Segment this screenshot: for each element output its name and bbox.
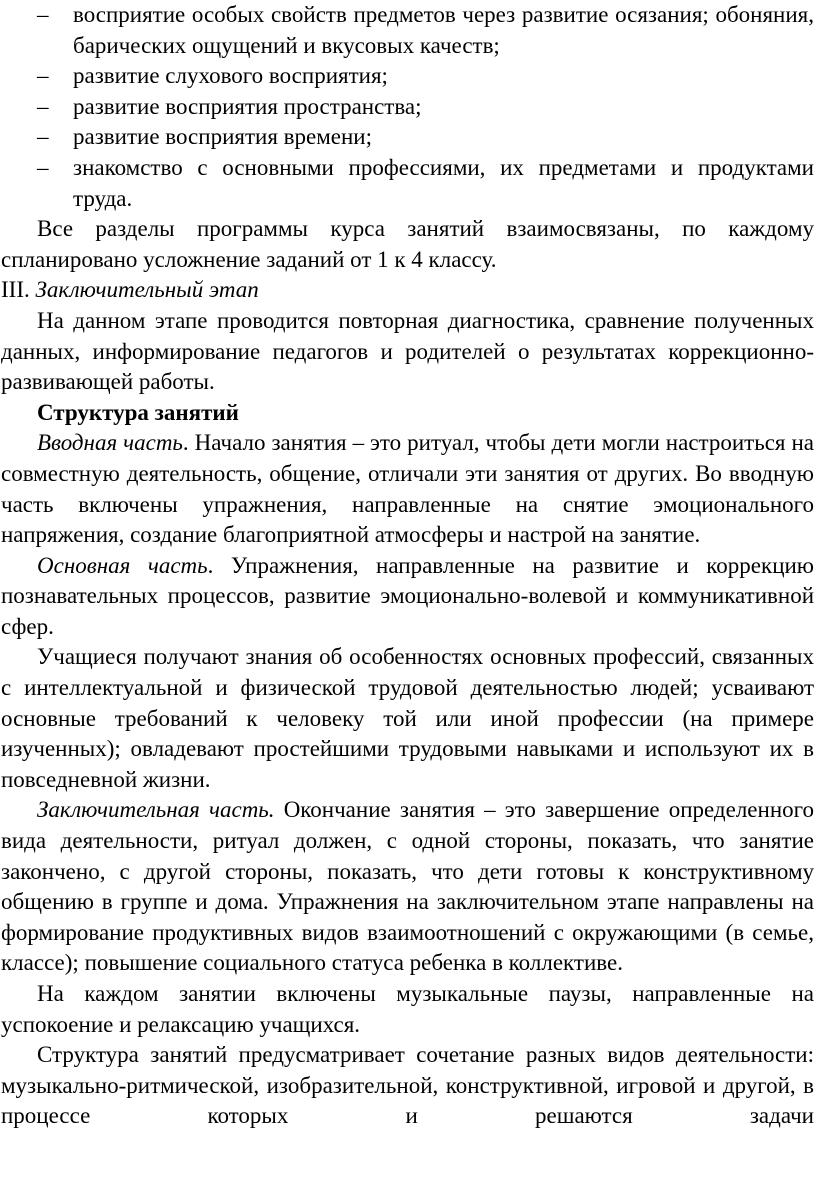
paragraph-music: На каждом занятии включены музыкальные паузы, направленные на успокоение и релаксацию учащихся. — [1, 981, 814, 1037]
dash-bullet: – — [37, 124, 49, 150]
intro-label: Вводная часть — [37, 430, 183, 456]
dash-bullet: – — [37, 2, 49, 27]
intro-text: . Начало занятия – это ритуал, чтобы дети могли настроиться на совместную деятельность, общение, отличали эти занятия от других. Во вводную часть включены упражнения, направленные на снятие эмоционального напряжения, создание благоприятной атмосферы и настрой на занятие. — [1, 430, 815, 548]
paragraph-main-part — [1, 551, 814, 643]
paragraph-structure: Структура занятий предусматривает сочетание разных видов деятельности: музыкально-ритмической, изобразительной, конструктивной, игровой и другой, в процессе которых и решаются задачи — [1, 1042, 814, 1129]
paragraph-students: Учащиеся получают знания об особенностях основных профессий, связанных с интеллектуальной и физической трудовой деятельностью людей; усваивают основные требований к человеку той или иной профессии (на примере изученных); овладевают простейшими трудовыми навыками и используют их в повседневной жизни. — [1, 644, 814, 792]
list-item — [1, 0, 814, 61]
main-label: Основная часть — [37, 552, 208, 578]
section-heading: Структура занятий — [37, 399, 239, 425]
paragraph-stage3: На данном этапе проводится повторная диагностика, сравнение полученных данных, информирование педагогов и родителей о результатах коррекционно-развивающей работы. — [1, 307, 814, 395]
final-label: Заключительная часть. — [37, 797, 275, 823]
list-item-text: развитие слухового восприятия; — [73, 63, 388, 89]
dash-bullet: – — [37, 63, 49, 89]
paragraph-intro-part — [1, 428, 814, 550]
list-item — [1, 122, 814, 153]
main-text: . Упражнения, направленные на развитие и коррекцию познавательных процессов, развитие эмоционально-волевой и коммуникативной сфер. — [1, 552, 814, 639]
dash-bullet: – — [37, 154, 49, 180]
document-body — [1, 0, 814, 1132]
paragraph-final-part — [1, 795, 814, 979]
final-text: Окончание занятия – это завершение определенного вида деятельности, ритуал должен, с одной стороны, показать, что занятие закончено, с другой стороны, показать, что дети готовы к конструктивному общению в группе и дома. Упражнения на заключительном этапе направлены на формирование продуктивных видов взаимоотношений с окружающими (в семье, классе); повышение социального статуса ребенка в коллективе. — [1, 797, 814, 976]
paragraph-all-sections: Все разделы программы курса занятий взаимосвязаны, по каждому спланировано усложнение заданий от 1 к 4 классу. — [1, 216, 814, 272]
stage-numeral: III. — [1, 277, 30, 303]
list-item-text: восприятие особых свойств предметов через развитие осязания; обоняния, барических ощущений и вкусовых качеств; — [73, 2, 814, 58]
stage-title: Заключительный этап — [35, 277, 259, 303]
list-item-text: развитие восприятия пространства; — [73, 93, 422, 119]
dash-bullet: – — [37, 93, 49, 119]
list-item-text: развитие восприятия времени; — [73, 124, 372, 150]
list-item — [1, 153, 814, 214]
list-item — [1, 61, 814, 92]
stage-heading — [1, 275, 814, 306]
list-item-text: знакомство с основными профессиями, их предметами и продуктами труда. — [73, 154, 814, 211]
list-item — [1, 92, 814, 123]
